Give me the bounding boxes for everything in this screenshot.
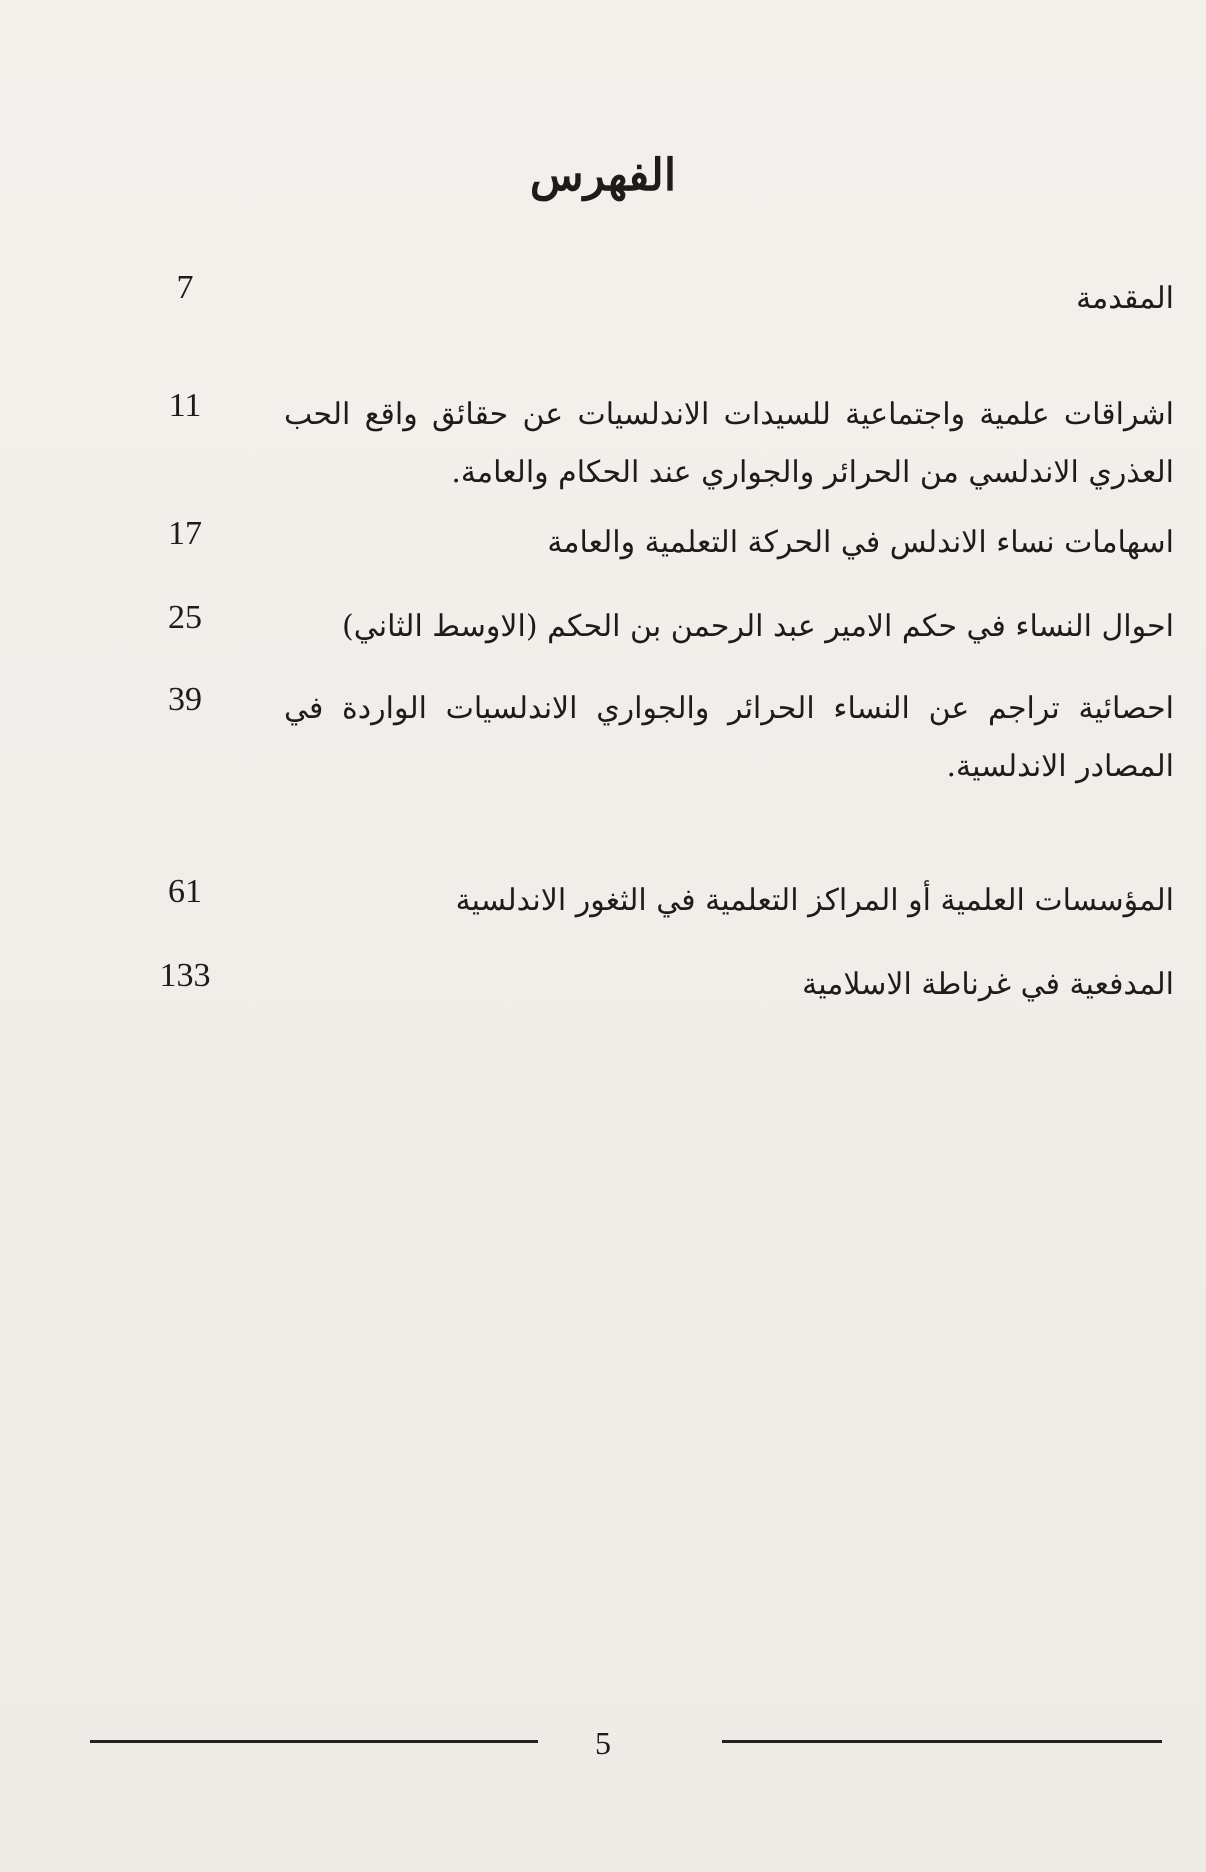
toc-page-number: 25: [168, 599, 202, 636]
toc-page-number: 17: [168, 515, 202, 552]
page-title: الفهرس: [529, 150, 677, 201]
toc-entry-title: المدفعية في غرناطة الاسلامية: [802, 967, 1174, 1002]
toc-page-number: 39: [168, 681, 202, 718]
page-number: 5: [595, 1725, 611, 1761]
toc-entry-title: المؤسسات العلمية أو المراكز التعلمية في الثغور الاندلسية: [455, 883, 1174, 918]
toc-entry-title: احوال النساء في حكم الامير عبد الرحمن بن الحكم (الاوسط الثاني): [342, 609, 1174, 644]
toc-page-number: 61: [168, 873, 202, 910]
toc-page-number: 11: [168, 387, 202, 424]
toc-page-number: 7: [176, 269, 194, 306]
toc-entry-title: اسهامات نساء الاندلس في الحركة التعلمية والعامة: [547, 525, 1174, 560]
toc-entry-title: احصائية تراجم عن النساء الحرائر والجواري الاندلسيات الواردة في المصادر الاندلسية.: [284, 691, 1174, 784]
toc-entry-title: اشراقات علمية واجتماعية للسيدات الاندلسيات عن حقائق واقع الحب العذري الاندلسي من الحرائر والجواري عند الحكام والعامة.: [284, 397, 1174, 490]
footer-rule-right: [722, 1740, 1162, 1743]
toc-entry-title: المقدمة: [1076, 281, 1174, 316]
toc-page-number: 133: [159, 957, 211, 994]
